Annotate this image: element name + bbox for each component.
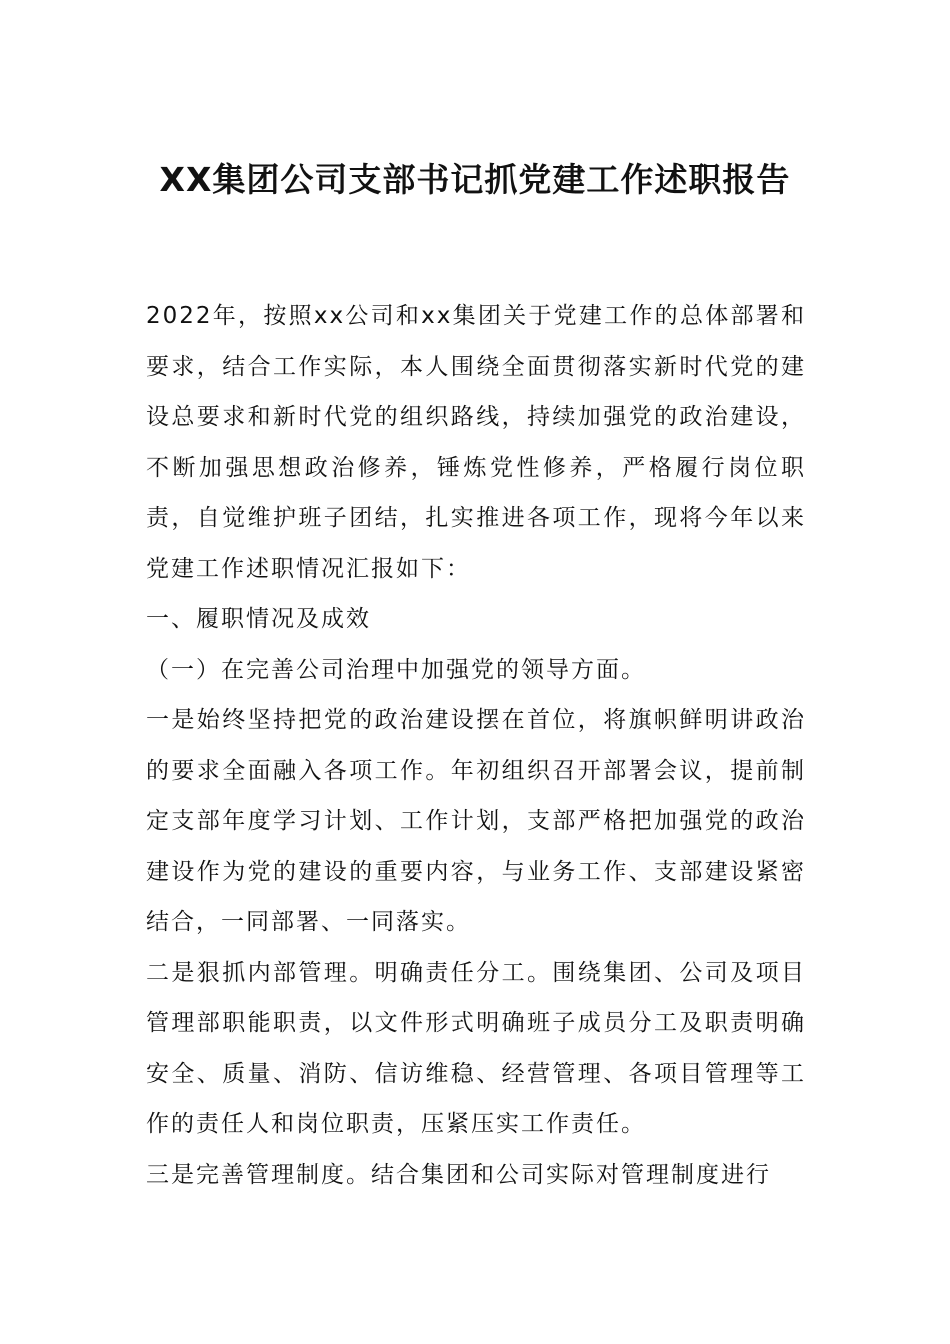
- document-title: XX集团公司支部书记抓党建工作述职报告: [159, 160, 791, 199]
- point-two-paragraph: 二是狠抓内部管理。明确责任分工。围绕集团、公司及项目管理部职能职责，以文件形式明确班子成员分工及职责明确安全、质量、消防、信访维稳、经营管理、各项目管理等工作的责任人和岗位职责，压紧压实工作责任。: [146, 959, 806, 1137]
- subsection-heading: （一）在完善公司治理中加强党的领导方面。: [146, 656, 646, 683]
- document-body: [146, 291, 806, 1200]
- point-three-paragraph: 三是完善管理制度。结合集团和公司实际对管理制度进行: [146, 1161, 771, 1188]
- point-one-paragraph: 一是始终坚持把党的政治建设摆在首位，将旗帜鲜明讲政治的要求全面融入各项工作。年初组织召开部署会议，提前制定支部年度学习计划、工作计划，支部严格把加强党的政治建设作为党的建设的重要内容，与业务工作、支部建设紧密结合，一同部署、一同落实。: [146, 707, 806, 935]
- section-heading: 一、履职情况及成效: [146, 606, 371, 632]
- intro-paragraph: 2022年，按照xx公司和xx集团关于党建工作的总体部署和要求，结合工作实际，本人围绕全面贯彻落实新时代党的建设总要求和新时代党的组织路线，持续加强党的政治建设，不断加强思想政治修养，锤炼党性修养，严格履行岗位职责，自觉维护班子团结，扎实推进各项工作，现将今年以来党建工作述职情况汇报如下：: [146, 303, 806, 582]
